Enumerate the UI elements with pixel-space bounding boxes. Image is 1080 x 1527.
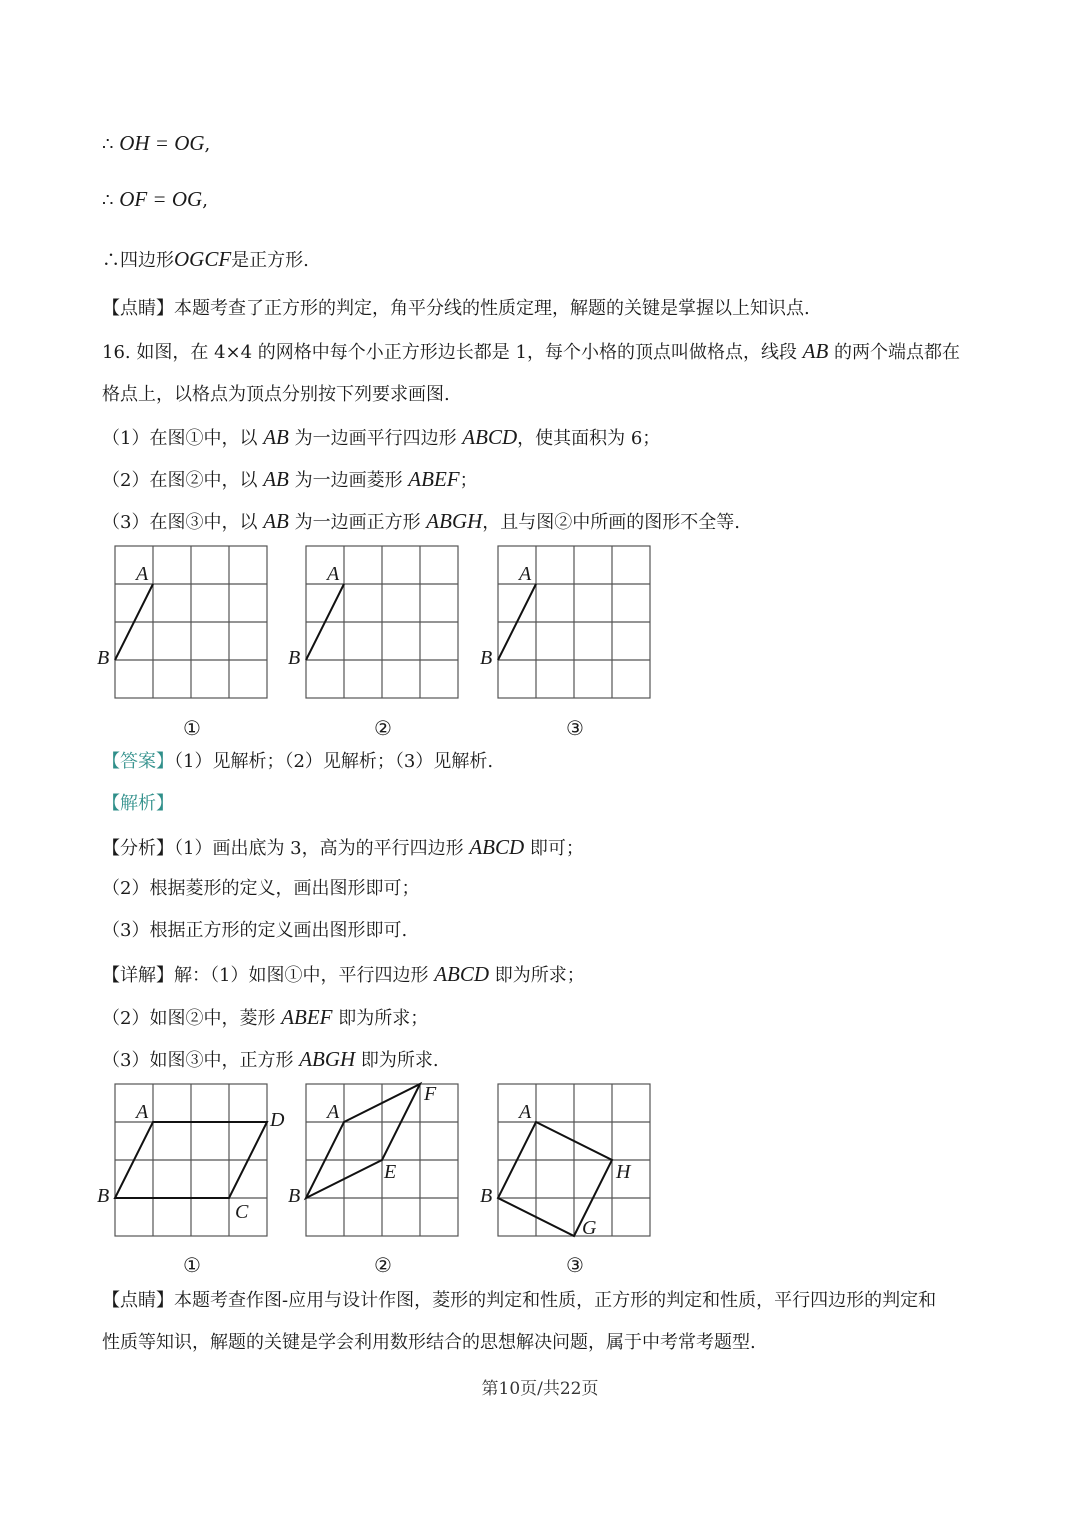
caption-1: ①: [183, 716, 201, 740]
solution-figure-3: [478, 1078, 658, 1243]
caption-1: ①: [183, 1253, 201, 1277]
solution-figure-1: [95, 1078, 295, 1243]
label-h: H: [616, 1161, 631, 1183]
label-c: C: [235, 1201, 249, 1223]
solution-figure-2: [286, 1078, 466, 1243]
question-16-line1: 16. 如图，在 4×4 的网格中每个小正方形边长都是 1，每个小格的顶点叫做格点，线段 AB 的两个端点都在: [102, 339, 961, 363]
solution-line-2: （2）如图②中，菱形 ABEF 即为所求；: [102, 1005, 429, 1029]
question-16-line2: 格点上，以格点为顶点分别按下列要求画图.: [102, 384, 450, 405]
label-d: D: [270, 1109, 285, 1131]
label-f: F: [424, 1083, 437, 1105]
caption-3: ③: [566, 716, 584, 740]
label-b: B: [480, 647, 493, 669]
question-part-2: （2）在图②中，以 AB 为一边画菱形 ABEF；: [102, 467, 478, 491]
page-footer: 第10页/共22页: [481, 1379, 599, 1399]
label-a: A: [327, 1101, 340, 1123]
label-b: B: [97, 1185, 110, 1207]
caption-2: ②: [374, 1253, 392, 1277]
label-a: A: [519, 1101, 532, 1123]
label-a: A: [136, 1101, 149, 1123]
analysis-tag: 【解析】: [102, 793, 174, 814]
question-figure-2: [286, 540, 466, 705]
proof-line-square: ∴四边形OGCF是正方形.: [102, 247, 309, 271]
caption-2: ②: [374, 716, 392, 740]
solution-line-1: 【详解】解：（1）如图①中，平行四边形 ABCD 即为所求；: [102, 962, 585, 986]
question-part-3: （3）在图③中，以 AB 为一边画正方形 ABGH，且与图②中所画的图形不全等.: [102, 509, 741, 533]
solution-line-3: （3）如图③中，正方形 ABGH 即为所求.: [102, 1047, 439, 1071]
remark-line-2b: 性质等知识，解题的关键是学会利用数形结合的思想解决问题，属于中考常考题型.: [102, 1332, 756, 1353]
label-b: B: [288, 1185, 301, 1207]
question-figure-1: [95, 540, 275, 705]
label-g: G: [582, 1217, 597, 1239]
analysis-line-2: （2）根据菱形的定义，画出图形即可；: [102, 878, 420, 899]
caption-3: ③: [566, 1253, 584, 1277]
analysis-line-3: （3）根据正方形的定义画出图形即可.: [102, 920, 408, 941]
proof-line-oh-og: ∴ OH = OG,: [102, 131, 211, 155]
remark-line-2a: 【点睛】本题考查作图-应用与设计作图，菱形的判定和性质，正方形的判定和性质，平行四边形的判定和: [102, 1290, 937, 1311]
analysis-line-1: 【分析】（1）画出底为 3，高为的平行四边形 ABCD 即可；: [102, 835, 584, 859]
proof-line-of-og: ∴ OF = OG,: [102, 187, 208, 211]
question-figure-3: [478, 540, 658, 705]
question-part-1: （1）在图①中，以 AB 为一边画平行四边形 ABCD，使其面积为 6；: [102, 425, 661, 449]
label-e: E: [384, 1161, 397, 1183]
label-a: A: [327, 563, 340, 585]
label-b: B: [480, 1185, 493, 1207]
answer-line: 【答案】（1）见解析；（2）见解析；（3）见解析.: [102, 751, 494, 772]
remark-line: 【点睛】本题考查了正方形的判定，角平分线的性质定理，解题的关键是掌握以上知识点.: [102, 298, 810, 319]
label-b: B: [97, 647, 110, 669]
label-a: A: [519, 563, 532, 585]
label-a: A: [136, 563, 149, 585]
answer-tag: 【答案】: [102, 751, 174, 772]
label-b: B: [288, 647, 301, 669]
